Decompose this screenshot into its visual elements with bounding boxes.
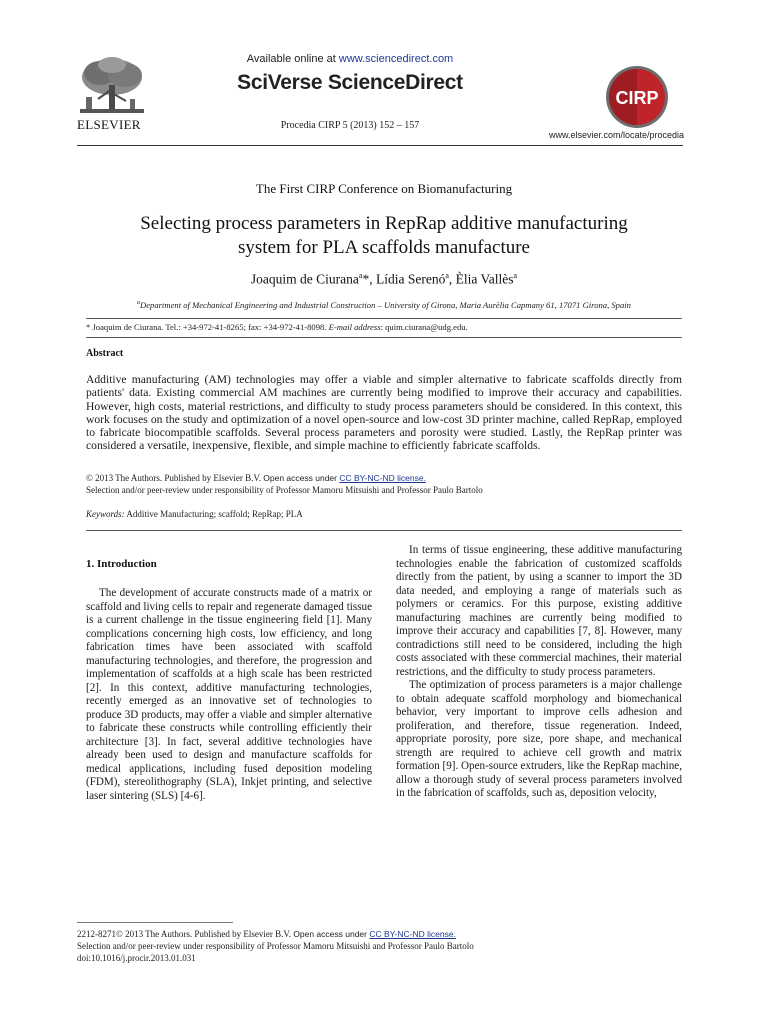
author-list: Joaquim de Ciurana$^a$*, Lídia Serenó$^a$, Èlia Vallès$^a$: [250, 271, 518, 287]
left-column: [86, 587, 372, 803]
license-link[interactable]: CC BY-NC-ND license.: [339, 473, 426, 483]
email-address[interactable]: : quim.ciurana@udg.edu.: [380, 322, 468, 332]
footer-copyright: 2212-8271© 2013 The Authors. Published by Elsevier B.V. Open access under CC BY-NC-ND license.: [77, 929, 456, 939]
abstract-peer-review-note: Selection and/or peer-review under responsibility of Professor Mamoru Mitsuishi and Professor Paulo Bartolo: [86, 485, 483, 495]
paragraph: The optimization of process parameters is a major challenge to obtain adequate scaffold morphology and biomechanical behavior, very important to improve cells adhesion and proliferation, and therefore, tissue regeneration. Indeed, appropriate porosity, pore size, pore shape, and mechanical strength are required to achieve cell growth and matrix formation [9]. Open-source extruders, like the RepRap machine, allow a thorough study of several process parameters involved in the fabrication of scaffolds, such as, deposition velocity,: [396, 679, 682, 799]
journal-homepage-link[interactable]: www.elsevier.com/locate/procedia: [549, 130, 685, 140]
cirp-logo-text: CIRP: [615, 88, 659, 108]
doi[interactable]: doi:10.1016/j.procir.2013.01.031: [77, 953, 196, 963]
footer-peer-review-note: Selection and/or peer-review under responsibility of Professor Mamoru Mitsuishi and Professor Paulo Bartolo: [77, 941, 474, 951]
affiliation-mark: a: [445, 271, 449, 280]
footer-divider: [77, 922, 233, 923]
abstract-divider: [86, 530, 682, 531]
conference-name: The First CIRP Conference on Biomanufacturing: [255, 181, 513, 196]
keywords: Keywords: Additive Manufacturing; scaffold; RepRap; PLA: [86, 509, 303, 519]
cirp-logo-icon: [604, 64, 670, 130]
author-name: Joaquim de Ciurana: [250, 271, 359, 287]
available-online-line: Available online at www.sciencedirect.com: [246, 53, 454, 65]
header-divider: [77, 145, 683, 146]
title-line-2: system for PLA scaffolds manufacture: [238, 237, 530, 258]
abstract-copyright: © 2013 The Authors. Published by Elsevier B.V. Open access under CC BY-NC-ND license.: [86, 473, 426, 483]
author-name: Lídia Serenó: [375, 271, 446, 287]
abstract-body: Additive manufacturing (AM) technologies may offer a viable and simpler alternative to fabricate scaffolds directly from patients' data. Existing commercial AM machines are currently being modified to improve their accuracy and capabilities. However, high costs, material restrictions, and difficulty to study process parameters should be considered. In this context, this work focuses on the study and optimization of a novel open-source and low-cost 3D printer machine, called RepRap, employed to fabricate biocompatible scaffolds. Several process parameters and porosity were studied. Lastly, the RepRap printer was considered a versatile, inexpensive, flexible, and simple machine to efficiently fabricate scaffolds.: [86, 373, 682, 453]
section-heading-introduction: 1. Introduction: [86, 558, 157, 570]
right-column: [396, 544, 682, 801]
title-line-1: Selecting process parameters in RepRap additive manufacturing: [140, 213, 628, 234]
paper-title: [90, 212, 678, 260]
corresponding-author-note: * Joaquim de Ciurana. Tel.: +34-972-41-8265; fax: +34-972-41-8098. E-mail address: quim.ciurana@udg.edu.: [86, 322, 468, 332]
footer-license-link[interactable]: CC BY-NC-ND license.: [369, 929, 456, 939]
affiliation-mark: a: [358, 271, 363, 280]
publisher-wordmark: ELSEVIER: [77, 117, 141, 132]
paragraph: In terms of tissue engineering, these additive manufacturing technologies enable the fabrication of customized scaffolds directly from the patient, by using a scanner to import the 3D data needed, and employing a range of materials such as polymers or ceramics. For this purpose, existing additive manufacturing machines are currently being modified to improve their accuracy and capabilities [7, 8]. However, many contradictions still need to be considered, including the high costs associated with these commercial machines, their material restrictions, and the difficulty to study process parameters.: [396, 544, 682, 678]
paragraph: The development of accurate constructs made of a matrix or scaffold and living cells to repair and regenerate damaged tissue is a current challenge in the tissue engineering field [1]. Many complications concerning high costs, low efficiency, and long fabrication times have been associated with scaffold manufacturing technologies, and therefore, the progression and implementation of scaffolds at a high scale has been restricted [2]. In this context, additive manufacturing technologies, recently emerged as an innovative set of technologies to produce 3D products, may offer a viable and simpler alternative to fabricate these constructs while controlling efficiently their architecture [3]. In fact, several additive technologies have already been used to design and manufacture scaffolds for medical applications, including fused deposition modeling (FDM), stereolithography (SLA), Inkjet printing, and selective laser sintering (SLS) [4-6].: [86, 587, 372, 802]
sciencedirect-brand: SciVerse ScienceDirect: [237, 71, 463, 94]
abstract-heading: Abstract: [86, 348, 124, 359]
affiliation-divider: [86, 318, 682, 319]
author-name: Èlia Vallès: [455, 271, 514, 287]
affiliation-mark: a: [513, 271, 518, 280]
sciencedirect-link[interactable]: www.sciencedirect.com: [338, 53, 454, 65]
affiliation: $^a$Department of Mechanical Engineering and Industrial Construction – University of Girona, Maria Aurèlia Capmany 61, 17071 Girona, Spain: [137, 300, 631, 310]
journal-citation: Procedia CIRP 5 (2013) 152 – 157: [280, 120, 420, 131]
correspondence-divider: [86, 337, 682, 338]
